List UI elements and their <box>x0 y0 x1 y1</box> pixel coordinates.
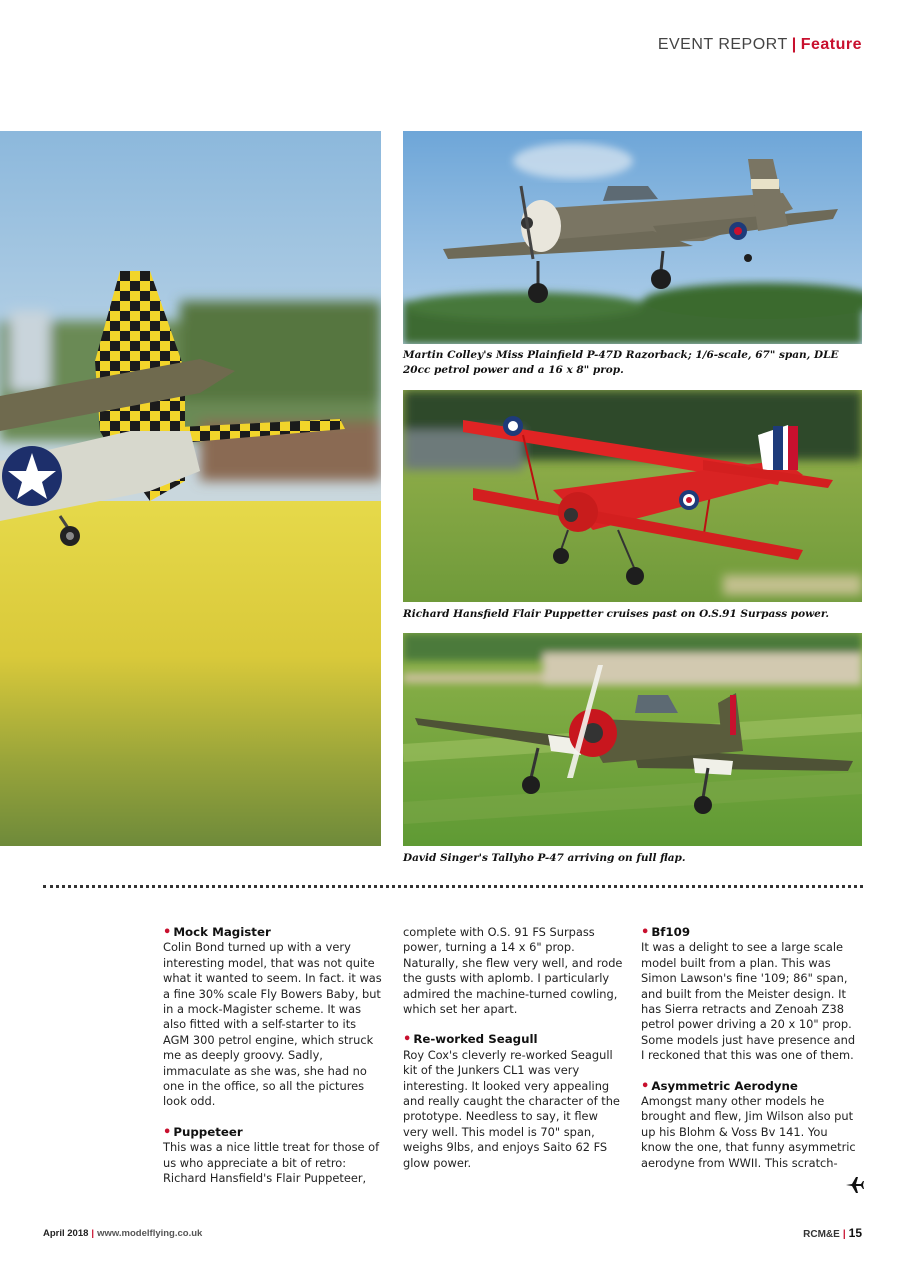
red-bullet-icon: • <box>163 925 172 940</box>
footer-separator: | <box>91 1228 95 1239</box>
article-column-1 <box>163 925 383 1202</box>
airplane-icon <box>845 1175 865 1195</box>
page-number: 15 <box>848 1226 862 1240</box>
subheading-bf109 <box>641 925 861 940</box>
subheading-mock-magister <box>163 925 383 940</box>
subheading-text: Bf109 <box>651 925 691 939</box>
red-bullet-icon: • <box>641 1078 650 1094</box>
caption-tallyho: David Singer's Tallyho P-47 arriving on full flap. <box>403 852 686 864</box>
red-bullet-icon: • <box>641 925 650 940</box>
paragraph: Colin Bond turned up with a very interesting model, that was not quite what it wanted to seem. In fact. it was a fine 30% scale Fly Bowers Baby, but in a mock-Magister scheme. It was also fitted with a self-starter to its AGM 300 petrol engine, which struck me as deeply groovy. Sadly, immaculate as she was, she had no one in the office, so all the pictures look odd. <box>163 940 382 1109</box>
photo-tallyho-image <box>403 633 862 846</box>
caption-razorback: Martin Colley's Miss Plainfield P-47D Razorback; 1/6-scale, 67" span, DLE 20cc petrol power and a 16 x 8" prop. <box>403 349 839 376</box>
subheading-text: Asymmetric Aerodyne <box>651 1078 798 1093</box>
paragraph: Amongst many other models he brought and flew, Jim Wilson also put up his Blohm & Voss Bv 141. You know the one, that funny asymmetric aerodyne from WWII. This scratch- <box>641 1094 856 1170</box>
page-header <box>658 36 862 54</box>
photo-p47-closeup-image <box>0 131 381 846</box>
footer-right <box>803 1226 862 1240</box>
paragraph: complete with O.S. 91 FS Surpass power, turning a 14 x 6" prop. Naturally, she flew very well, and rode the gusts with aplomb. I particularly admired the machine-turned cowling, which set her apart. <box>403 925 623 1017</box>
red-bullet-icon: • <box>163 1124 172 1140</box>
footer-left <box>43 1228 202 1239</box>
paragraph: It was a delight to see a large scale model built from a plan. This was Simon Lawson's fine '109; 86" span, and built from the Meister design. It has Sierra retracts and Zenoah Z38 petrol power driving a 20 x 10" prop. Some models just have presence and I reckoned that this was one of them. <box>641 940 856 1063</box>
photo-tallyho <box>403 633 862 846</box>
category-label: Feature <box>800 36 862 53</box>
photo-razorback <box>403 131 862 344</box>
magazine-name: RCM&E <box>803 1229 840 1240</box>
header-separator: | <box>791 36 797 53</box>
red-bullet-icon: • <box>403 1032 412 1048</box>
subheading-puppeteer <box>163 1125 383 1140</box>
subheading-reworked-seagull <box>403 1032 623 1047</box>
subheading-asymmetric-aerodyne <box>641 1079 861 1094</box>
caption-puppeteer: Richard Hansfield Flair Puppetter cruises past on O.S.91 Surpass power. <box>403 608 830 620</box>
website-link[interactable]: www.modelflying.co.uk <box>97 1228 203 1239</box>
subheading-text: Re-worked Seagull <box>413 1032 538 1047</box>
photo-puppeteer-image <box>403 390 862 602</box>
paragraph: Roy Cox's cleverly re-worked Seagull kit of the Junkers CL1 was very interesting. It looked very appealing and really caught the character of the prototype. Needless to say, it flew very well. This model is 70" span, weighs 9lbs, and enjoys Saito 62 FS glow power. <box>403 1047 620 1170</box>
issue-date: April 2018 <box>43 1228 89 1239</box>
photo-razorback-image <box>403 131 862 344</box>
section-label: EVENT REPORT <box>657 36 788 53</box>
paragraph: This was a nice little treat for those of us who appreciate a bit of retro: Richard Hansfield's Flair Puppeteer, <box>163 1140 380 1186</box>
article-column-3 <box>641 925 861 1186</box>
footer-separator: | <box>842 1229 846 1240</box>
subheading-text: Mock Magister <box>173 925 271 939</box>
article-column-2 <box>403 925 623 1186</box>
dotted-divider <box>43 885 863 888</box>
photo-puppeteer <box>403 390 862 602</box>
photo-p47-closeup <box>0 131 381 846</box>
subheading-text: Puppeteer <box>173 1124 243 1139</box>
